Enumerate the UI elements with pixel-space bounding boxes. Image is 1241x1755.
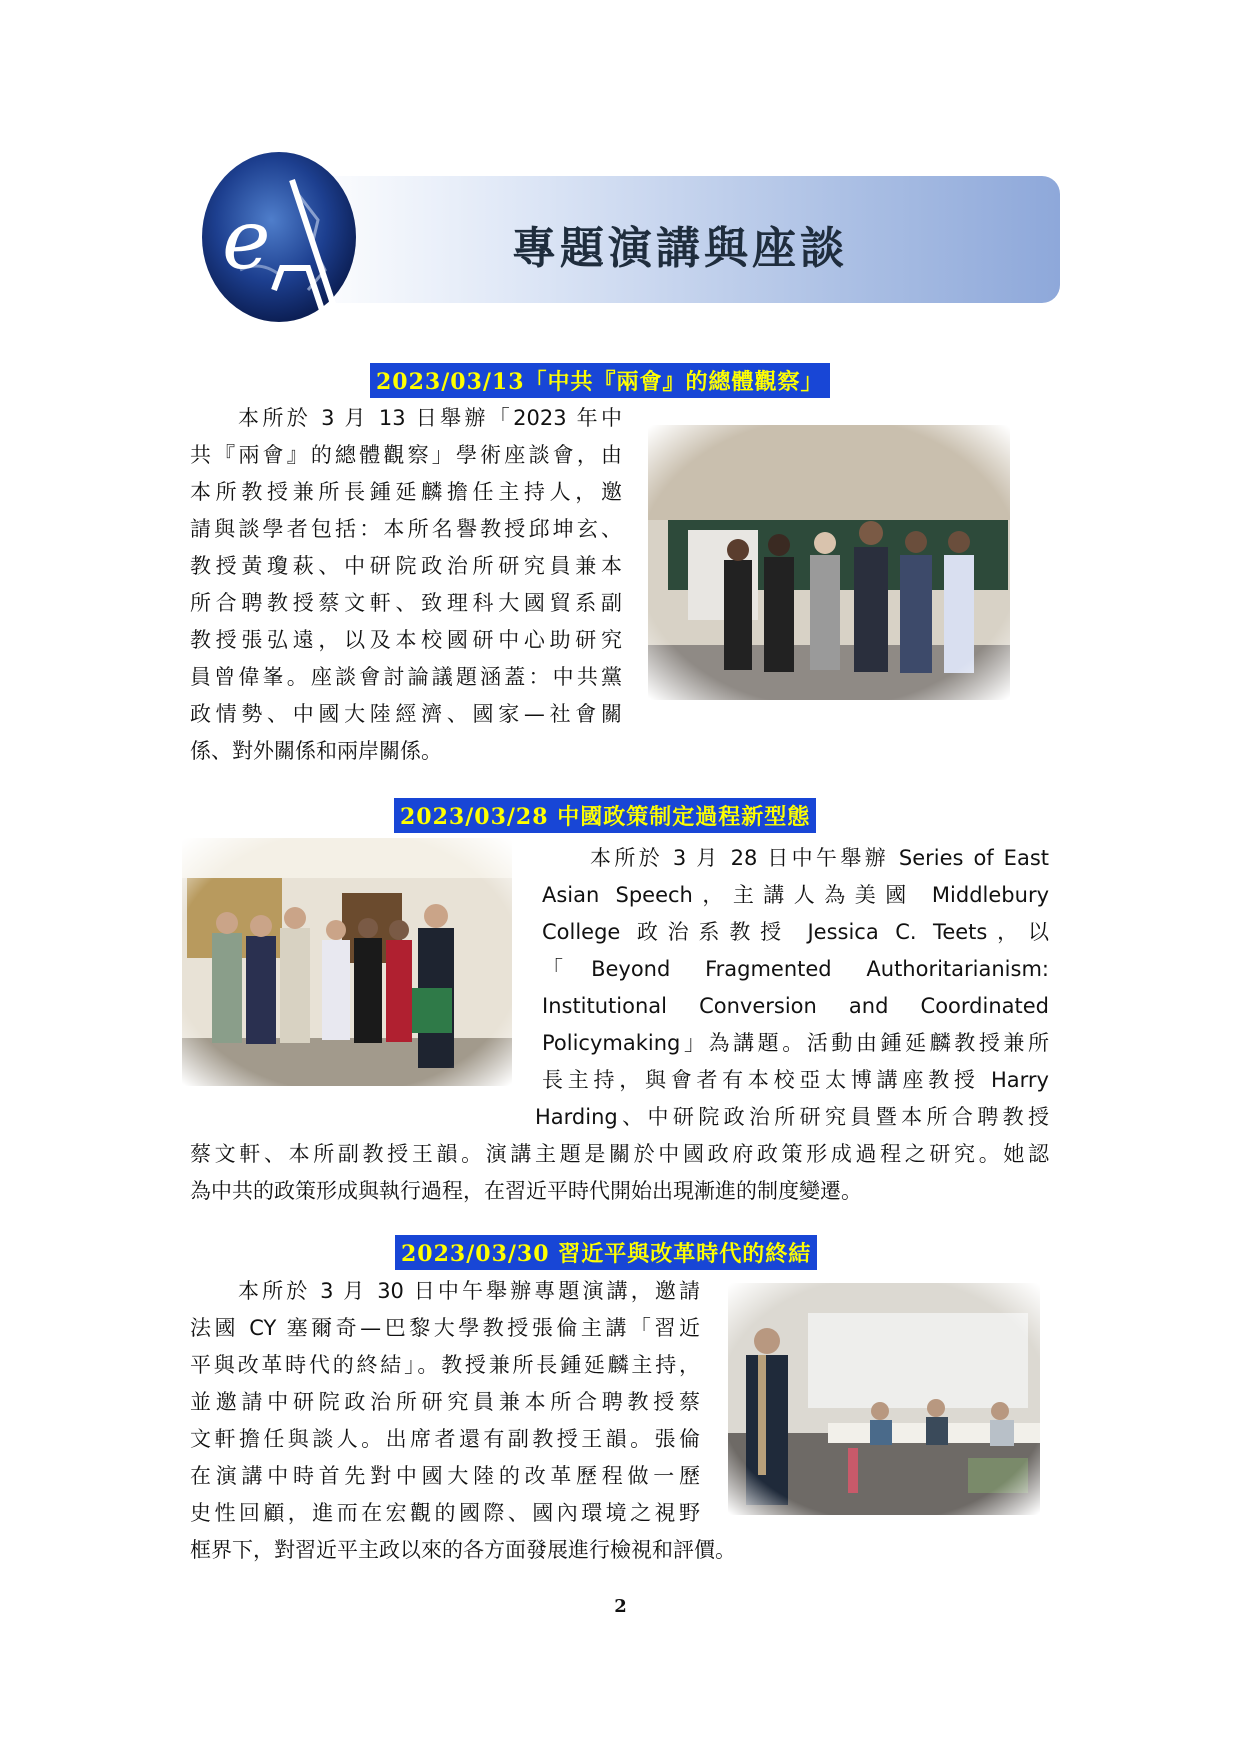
section-1-text — [190, 400, 622, 770]
text-line: 框界下，對習近平主政以來的各方面發展進行檢視和評價。 — [190, 1538, 736, 1562]
text-line: 本所於 3 月 28 日中午舉辦 Series of East — [590, 846, 1049, 870]
text-line: 請與談學者包括：本所名譽教授邱坤玄、 — [190, 517, 622, 541]
text-line: 在演講中時首先對中國大陸的改革歷程做一歷 — [190, 1464, 700, 1488]
text-line: 「Beyond Fragmented Authoritarianism: — [542, 957, 1049, 981]
text-line: 政情勢、中國大陸經濟、國家—社會關 — [190, 702, 622, 726]
lecture-photo — [728, 1283, 1040, 1515]
text-line: 員曾偉峯。座談會討論議題涵蓋：中共黨 — [190, 665, 622, 689]
text-line: Policymaking」為講題。活動由鍾延麟教授兼所 — [542, 1031, 1049, 1055]
text-line: 並邀請中研院政治所研究員兼本所合聘教授蔡 — [190, 1390, 700, 1414]
institute-logo — [200, 150, 358, 325]
section-heading-1: 2023/03/13「中共『兩會』的總體觀察」 — [370, 363, 830, 398]
section-heading-2: 2023/03/28 中國政策制定過程新型態 — [394, 798, 816, 833]
text-line: 史性回顧，進而在宏觀的國際、國內環境之視野 — [190, 1501, 700, 1525]
section-3-text — [190, 1273, 700, 1532]
text-line: 共『兩會』的總體觀察」學術座談會，由 — [190, 443, 622, 467]
speaker-group-photo — [182, 838, 512, 1086]
text-line: Asian Speech，主講人為美國 Middlebury — [542, 883, 1049, 907]
text-line: 長主持，與會者有本校亞太博講座教授 Harry — [542, 1068, 1049, 1092]
section-2-full-text — [190, 1136, 1049, 1210]
text-line: 為中共的政策形成與執行過程，在習近平時代開始出現漸進的制度變遷。 — [190, 1179, 862, 1203]
text-line: 法國 CY 塞爾奇—巴黎大學教授張倫主講「習近 — [190, 1316, 700, 1340]
text-line: 教授張弘遠，以及本校國研中心助研究 — [190, 628, 622, 652]
text-line: 教授黃瓊萩、中研院政治所研究員兼本 — [190, 554, 622, 578]
text-line: 平與改革時代的終結」。教授兼所長鍾延麟主持， — [190, 1353, 700, 1377]
page-title: 專題演講與座談 — [512, 223, 848, 274]
text-line: 係、對外關係和兩岸關係。 — [190, 739, 442, 763]
section-2-wrapped-text — [542, 840, 1049, 1099]
svg-text:e: e — [222, 193, 271, 288]
text-line: 本所教授兼所長鍾延麟擔任主持人，邀 — [190, 480, 622, 504]
section-heading-3: 2023/03/30 習近平與改革時代的終結 — [395, 1235, 817, 1270]
panel-group-photo — [648, 425, 1010, 700]
section-3-full-text — [190, 1532, 1049, 1569]
text-line: Institutional Conversion and Coordinated — [542, 994, 1049, 1018]
text-line: 所合聘教授蔡文軒、致理科大國貿系副 — [190, 591, 622, 615]
text-line: 蔡文軒、本所副教授王韻。演講主題是關於中國政府政策形成過程之研究。她認 — [190, 1142, 1049, 1166]
page-number: 2 — [614, 1596, 627, 1617]
text-line: College 政治系教授 Jessica C. Teets，以 — [542, 920, 1049, 944]
text-line: Harding、中研院政治所研究員暨本所合聘教授 — [535, 1105, 1049, 1129]
text-line: 本所於 3 月 13 日舉辦「2023 年中 — [238, 406, 622, 430]
text-line: 本所於 3 月 30 日中午舉辦專題演講，邀請 — [238, 1279, 700, 1303]
section-2-text-line — [535, 1099, 1049, 1136]
text-line: 文軒擔任與談人。出席者還有副教授王韻。張倫 — [190, 1427, 700, 1451]
